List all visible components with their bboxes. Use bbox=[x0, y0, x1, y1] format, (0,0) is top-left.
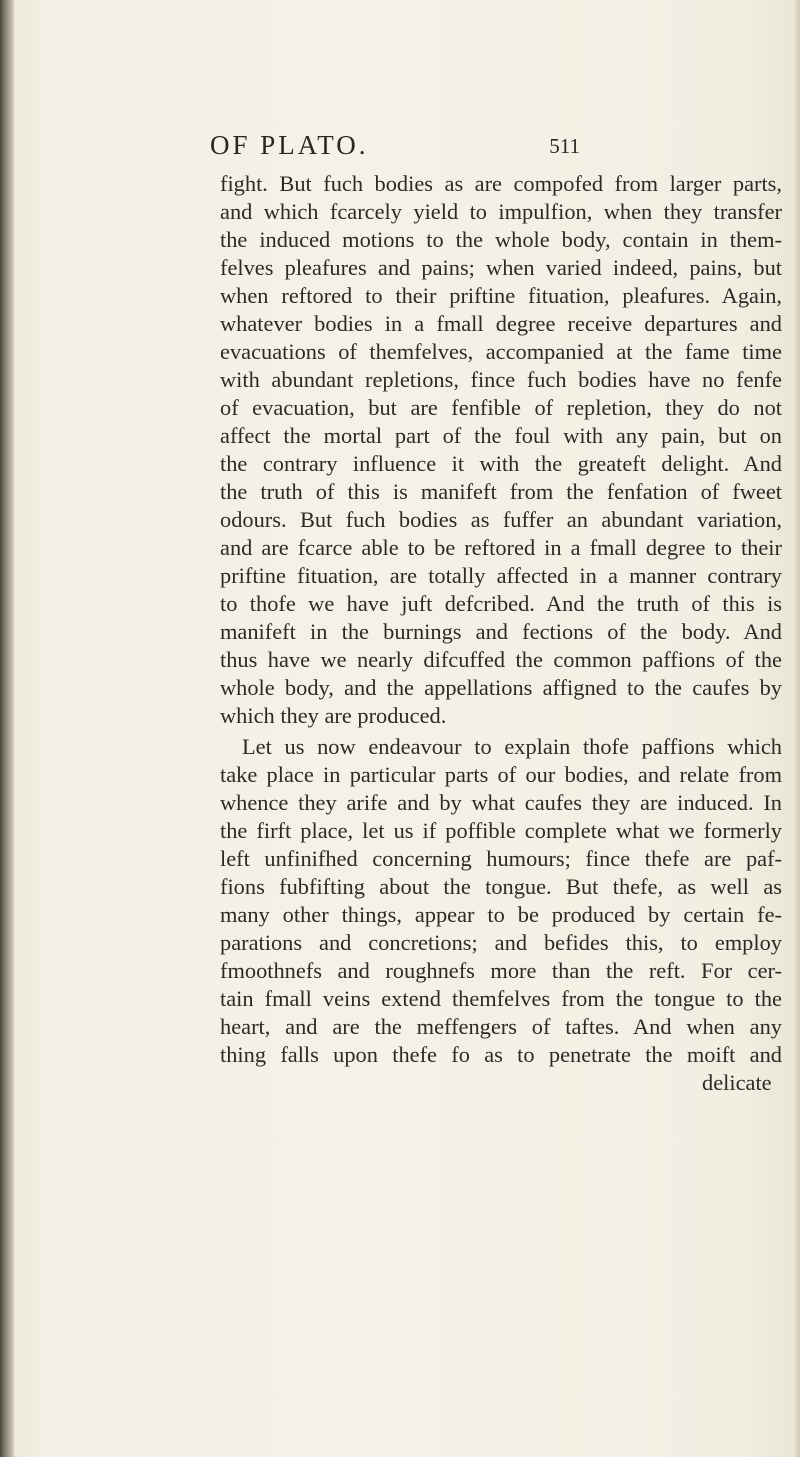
text-line: when reftored to their priftine fituation, pleafures. Again, bbox=[220, 283, 782, 308]
text-line: to thofe we have juft defcribed. And the truth of this is bbox=[220, 591, 782, 616]
text-line: the contrary influence it with the greateft delight. And bbox=[220, 451, 782, 476]
text-line: thus have we nearly difcuffed the common paffions of the bbox=[220, 647, 782, 672]
text-line: and which fcarcely yield to impulfion, when they transfer bbox=[220, 199, 782, 224]
text-line: thing falls upon thefe fo as to penetrate the moift and bbox=[220, 1042, 782, 1067]
running-title: OF PLATO. bbox=[210, 130, 369, 160]
text-line: the truth of this is manifeft from the fenfation of fweet bbox=[220, 479, 782, 504]
text-line: manifeft in the burnings and fections of the body. And bbox=[220, 619, 782, 644]
text-line: the induced motions to the whole body, contain in them- bbox=[220, 227, 782, 252]
text-line: whole body, and the appellations affigned to the caufes by bbox=[220, 675, 782, 700]
text-line: fions fubfifting about the tongue. But thefe, as well as bbox=[220, 874, 782, 899]
catchword: delicate bbox=[702, 1070, 772, 1095]
running-head bbox=[210, 130, 580, 164]
text-line: priftine fituation, are totally affected in a manner contrary bbox=[220, 563, 782, 588]
binding-edge bbox=[0, 0, 14, 1457]
text-line: the firft place, let us if poffible complete what we formerly bbox=[220, 818, 782, 843]
text-line: tain fmall veins extend themfelves from the tongue to the bbox=[220, 986, 782, 1011]
text-line: whatever bodies in a fmall degree receive departures and bbox=[220, 311, 782, 336]
text-line: take place in particular parts of our bodies, and relate from bbox=[220, 762, 782, 787]
text-line: of evacuation, but are fenfible of repletion, they do not bbox=[220, 395, 782, 420]
text-line: and are fcarce able to be reftored in a fmall degree to their bbox=[220, 535, 782, 560]
text-line: many other things, appear to be produced by certain fe- bbox=[220, 902, 782, 927]
text-line: fmoothnefs and roughnefs more than the reft. For cer- bbox=[220, 958, 782, 983]
text-line: felves pleafures and pains; when varied indeed, pains, but bbox=[220, 255, 782, 280]
page-edge bbox=[792, 0, 800, 1457]
text-line: which they are produced. bbox=[220, 703, 447, 728]
text-line: parations and concretions; and befides this, to employ bbox=[220, 930, 782, 955]
text-line: odours. But fuch bodies as fuffer an abundant variation, bbox=[220, 507, 782, 532]
page-number: 511 bbox=[549, 134, 580, 158]
text-line: with abundant repletions, fince fuch bodies have no fenfe bbox=[220, 367, 782, 392]
text-line: whence they arife and by what caufes they are induced. In bbox=[220, 790, 782, 815]
text-line: affect the mortal part of the foul with any pain, but on bbox=[220, 423, 782, 448]
text-line: evacuations of themfelves, accompanied at the fame time bbox=[220, 339, 782, 364]
text-line: Let us now endeavour to explain thofe paffions which bbox=[242, 734, 782, 759]
text-line: fight. But fuch bodies as are compofed from larger parts, bbox=[220, 171, 782, 196]
text-line: heart, and are the meffengers of taftes. And when any bbox=[220, 1014, 782, 1039]
text-line: left unfinifhed concerning humours; fince thefe are paf- bbox=[220, 846, 782, 871]
